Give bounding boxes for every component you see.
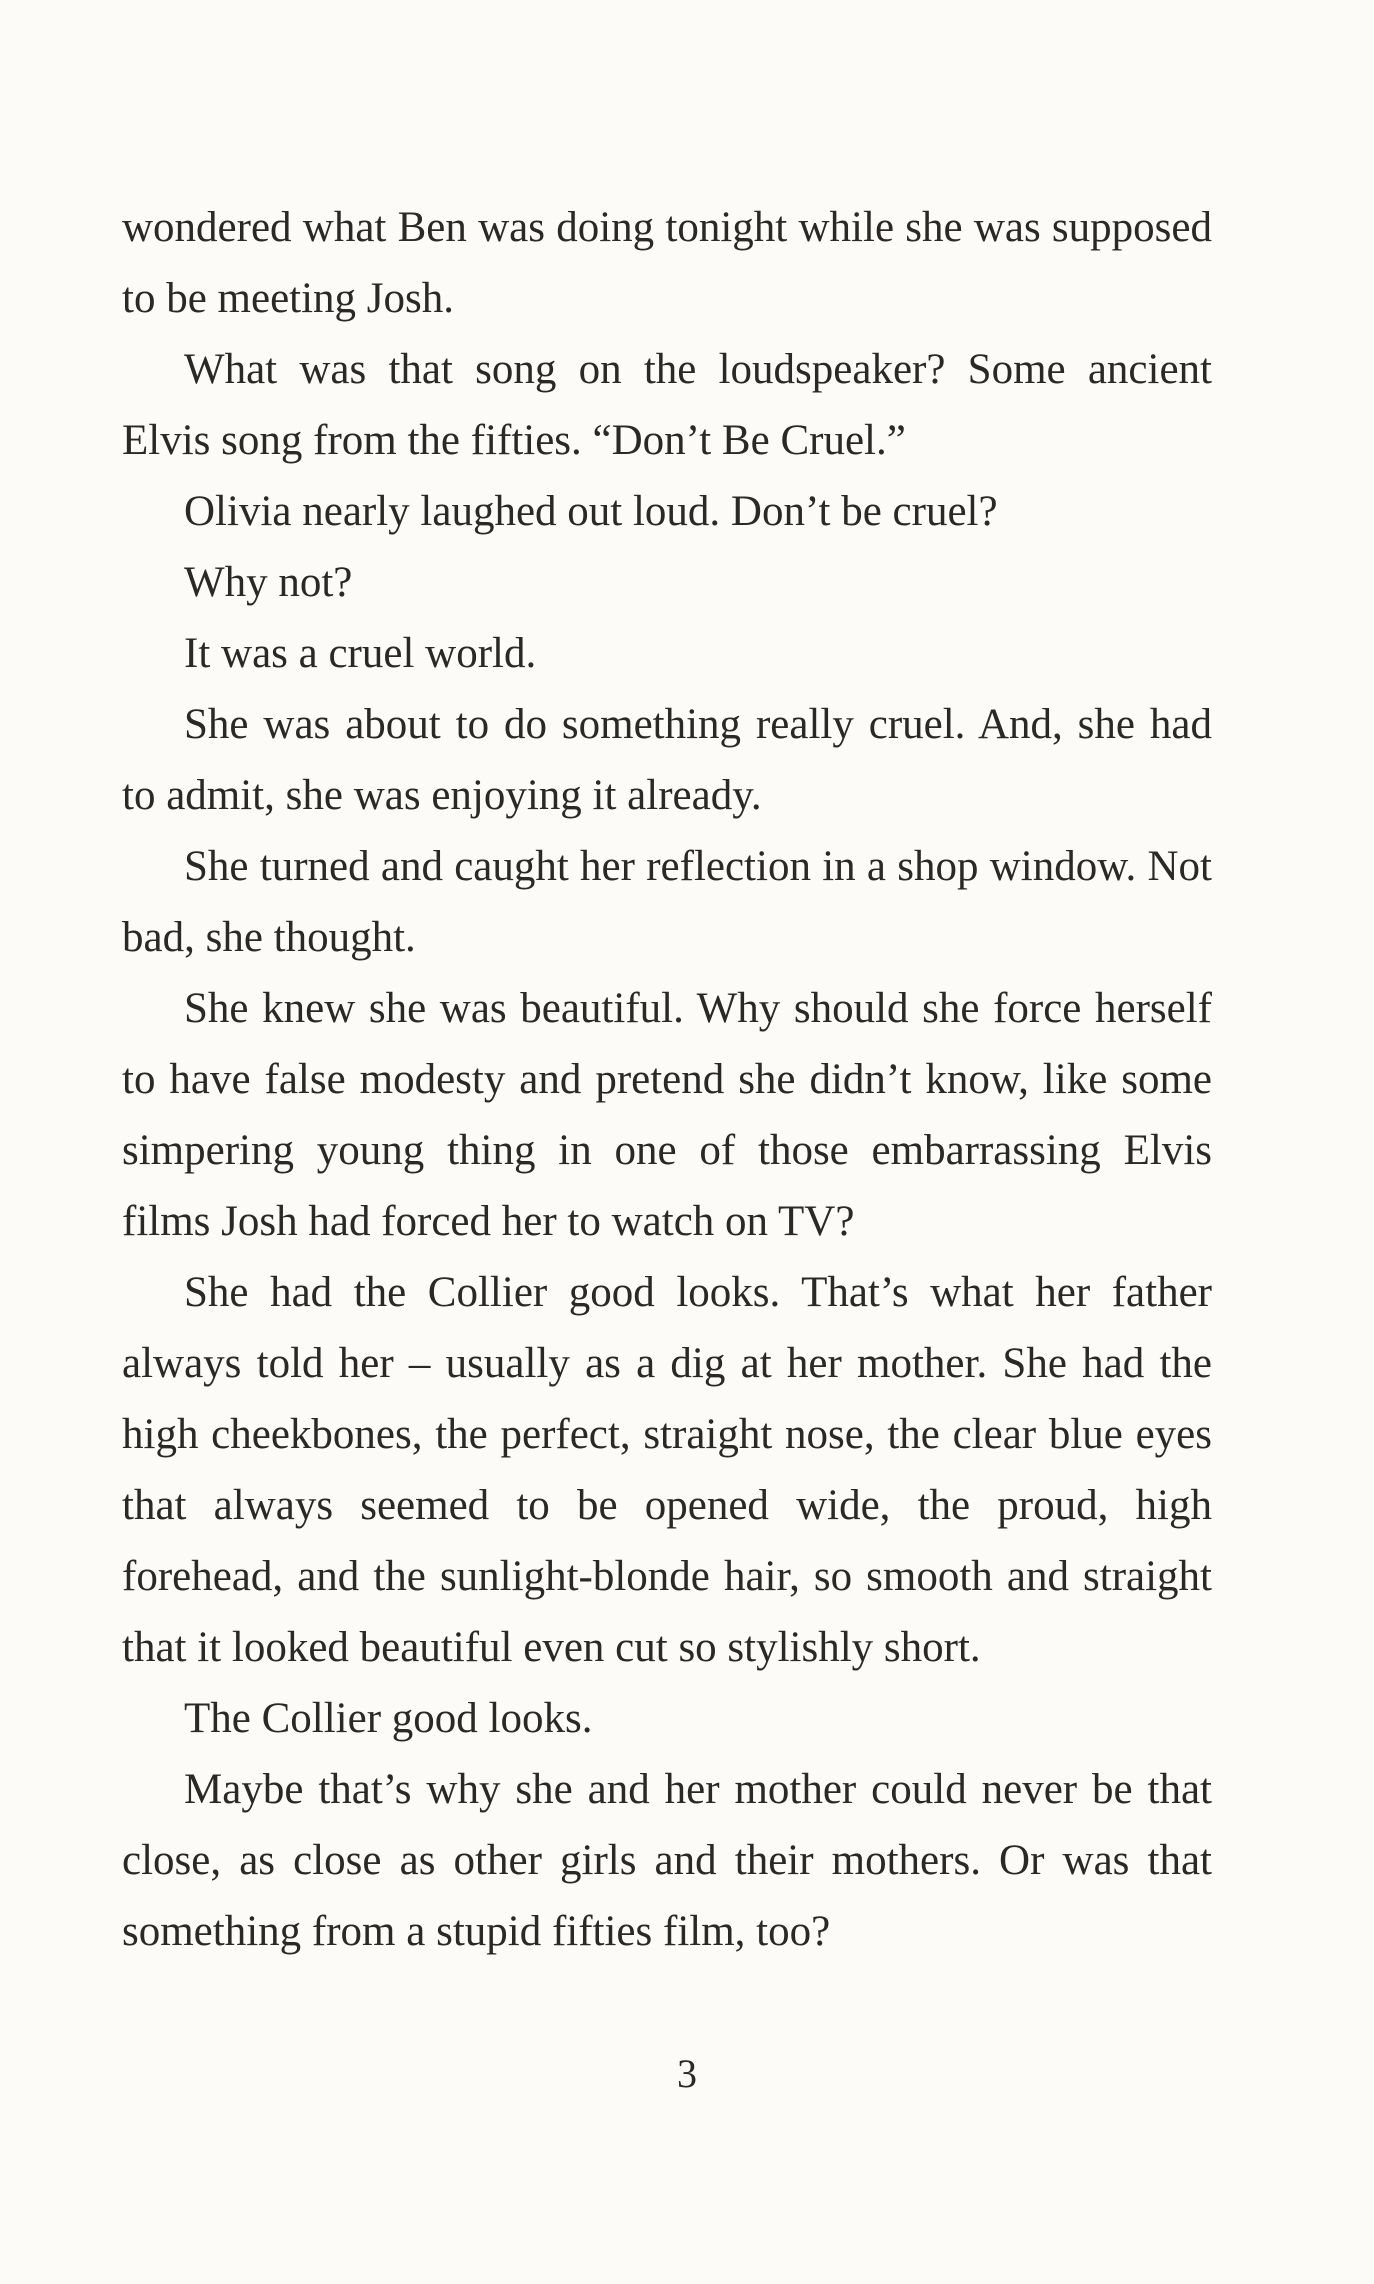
paragraph: She knew she was beautiful. Why should she force herself to have false modesty and pretend she didn’t know, like some simpering young thing in one of those embarrassing Elvis films Josh had forced her to watch on TV? <box>122 985 1212 1245</box>
paragraph: She turned and caught her reflection in a shop window. Not bad, she thought. <box>122 843 1212 961</box>
paragraph: wondered what Ben was doing tonight while she was supposed to be meeting Josh. <box>122 204 1212 322</box>
body-text <box>122 192 1212 1967</box>
paragraph: Olivia nearly laughed out loud. Don’t be cruel? <box>184 488 998 535</box>
page-number: 3 <box>677 2051 697 2096</box>
paragraph: It was a cruel world. <box>184 630 537 677</box>
paragraph: Maybe that’s why she and her mother could never be that close, as close as other girls and their mothers. Or was that something from a stupid fifties film, too? <box>122 1766 1212 1955</box>
paragraph: What was that song on the loudspeaker? Some ancient Elvis song from the fifties. “Don’t Be Cruel.” <box>122 346 1212 464</box>
paragraph: The Collier good looks. <box>184 1695 593 1742</box>
paragraph: She had the Collier good looks. That’s what her father always told her – usually as a dig at her mother. She had the high cheekbones, the perfect, straight nose, the clear blue eyes that always seemed to be opened wide, the proud, high forehead, and the sunlight-blonde hair, so smooth and straight that it looked beautiful even cut so stylishly short. <box>122 1269 1212 1671</box>
paragraph: She was about to do something really cruel. And, she had to admit, she was enjoying it already. <box>122 701 1212 819</box>
paragraph: Why not? <box>184 559 353 606</box>
